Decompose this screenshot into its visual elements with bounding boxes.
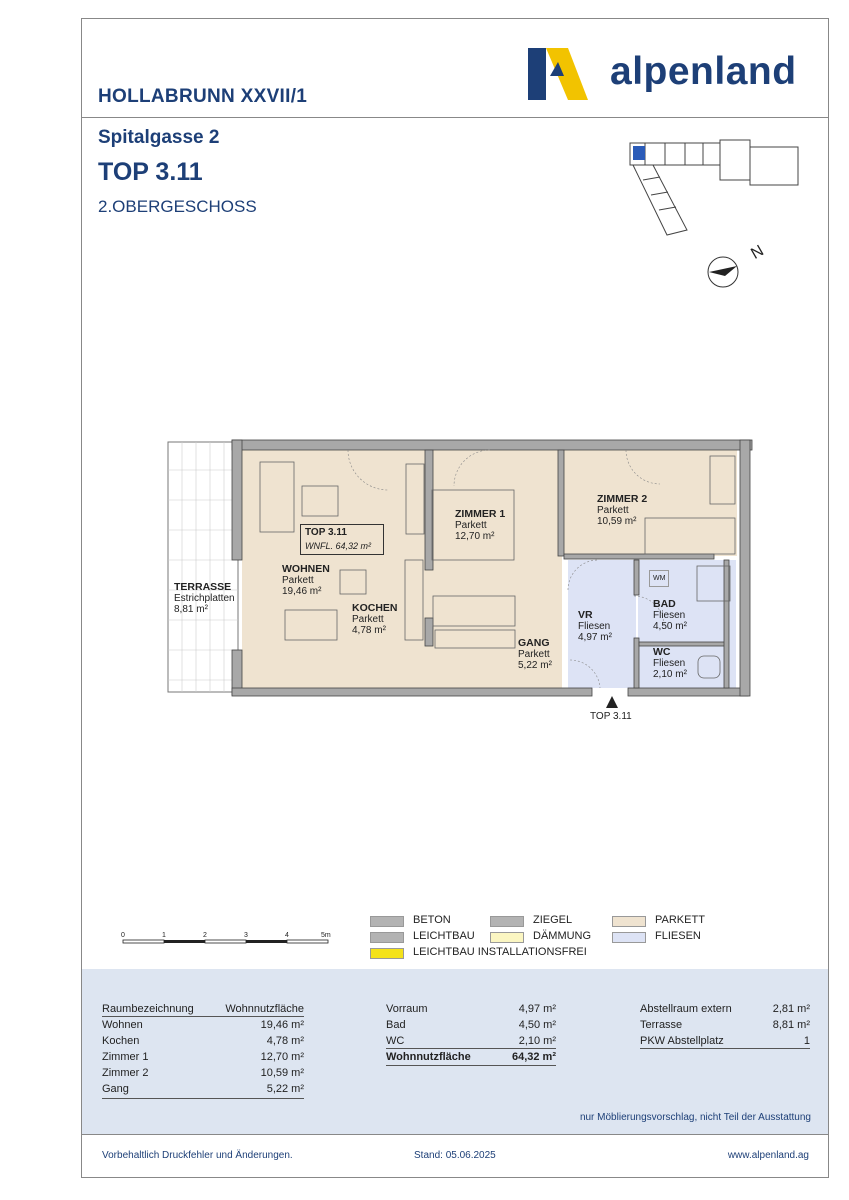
room-name: GANG (518, 637, 550, 649)
room-floor: Estrichplatten (174, 593, 235, 604)
legend-label: ZIEGEL (533, 914, 573, 926)
table-header-value: Wohnnutzfläche (225, 1003, 304, 1015)
entrance-label: TOP 3.11 (590, 711, 632, 722)
unit-box-title: TOP 3.11 (305, 527, 347, 538)
unit-box-area: WNFL. 64,32 m² (305, 541, 372, 551)
legend-swatch-fliesen (612, 932, 646, 943)
room-gang (518, 638, 552, 671)
room-floor: Parkett (282, 575, 314, 586)
table-cell-name: WC (386, 1035, 405, 1047)
room-area: 10,59 m² (597, 516, 637, 527)
scale-tick: 4 (285, 932, 289, 939)
room-area: 4,78 m² (352, 625, 386, 636)
room-area: 8,81 m² (174, 604, 208, 615)
north-label: N (748, 242, 767, 263)
room-floor: Parkett (518, 649, 550, 660)
room-bad (653, 599, 687, 632)
washing-machine-label: WM (649, 570, 669, 587)
legend-swatch-daemmung (490, 932, 524, 943)
table-cell-name: Abstellraum extern (640, 1003, 732, 1015)
footer-website-link[interactable]: www.alpenland.ag (727, 1150, 809, 1161)
legend-swatch-beton (370, 916, 404, 927)
table-cell-value: 12,70 m² (260, 1051, 304, 1063)
area-table-col3 (640, 1003, 810, 1063)
room-name: KOCHEN (352, 602, 398, 614)
legend-label: LEICHTBAU (413, 930, 475, 942)
area-table-col1 (102, 1003, 304, 1103)
scale-tick: 1 (162, 932, 166, 939)
legend-label: BETON (413, 914, 451, 926)
compass-icon (705, 254, 745, 290)
table-cell-value: 10,59 m² (260, 1067, 304, 1079)
footer-disclaimer: Vorbehaltlich Druckfehler und Änderungen. (102, 1150, 293, 1161)
floor-label: 2.OBERGESCHOSS (98, 197, 257, 216)
room-area: 2,10 m² (653, 669, 687, 680)
room-floor: Fliesen (653, 658, 686, 669)
footer-divider (81, 1134, 829, 1135)
room-name: BAD (653, 598, 676, 610)
room-vr (578, 610, 612, 643)
scale-tick: 5m (321, 932, 331, 939)
scale-tick: 3 (244, 932, 248, 939)
legend-swatch-leichtbau (370, 932, 404, 943)
table-cell-name: Bad (386, 1019, 406, 1031)
room-name: TERRASSE (174, 581, 232, 593)
key-plan (625, 135, 805, 240)
scale-tick: 2 (203, 932, 207, 939)
scale-bar (120, 938, 335, 948)
room-zimmer2 (597, 494, 647, 527)
room-area: 4,50 m² (653, 621, 687, 632)
room-area: 4,97 m² (578, 632, 612, 643)
room-floor: Parkett (352, 614, 384, 625)
room-name: WC (653, 646, 671, 658)
legend-label: FLIESEN (655, 930, 701, 942)
furniture-note: nur Möblierungsvorschlag, nicht Teil der Ausstattung (579, 1112, 811, 1123)
table-cell-value: 8,81 m² (772, 1019, 810, 1031)
table-cell-name: Wohnen (102, 1019, 143, 1031)
room-area: 12,70 m² (455, 531, 495, 542)
table-cell-name: Zimmer 1 (102, 1051, 149, 1063)
room-area: 5,22 m² (518, 660, 552, 671)
room-name: ZIMMER 2 (597, 493, 648, 505)
legend-swatch-installationsfrei (370, 948, 404, 959)
table-cell-value: 2,81 m² (772, 1003, 810, 1015)
room-floor: Fliesen (578, 621, 611, 632)
room-name: WOHNEN (282, 563, 330, 575)
room-terrasse (174, 582, 235, 615)
room-zimmer1 (455, 509, 505, 542)
legend-swatch-parkett (612, 916, 646, 927)
legend-label: PARKETT (655, 914, 705, 926)
room-wohnen (282, 564, 330, 597)
unit-area-box (300, 524, 384, 555)
table-cell-name: PKW Abstellplatz (640, 1035, 724, 1047)
table-cell-value: 1 (803, 1035, 810, 1047)
table-cell-name: Kochen (102, 1035, 140, 1047)
table-header-name: Raumbezeichnung (102, 1003, 194, 1015)
alpenland-logo-icon (528, 42, 598, 102)
room-name: VR (578, 609, 593, 621)
unit-highlight (633, 146, 645, 160)
project-title: HOLLABRUNN XXVII/1 (98, 86, 308, 107)
entrance-arrow-icon (606, 696, 618, 708)
table-total-name: Wohnnutzfläche (386, 1051, 471, 1063)
table-cell-name: Gang (102, 1083, 129, 1095)
table-cell-value: 4,50 m² (518, 1019, 556, 1031)
table-cell-value: 19,46 m² (260, 1019, 304, 1031)
footer-date: Stand: 05.06.2025 (414, 1150, 496, 1161)
room-name: ZIMMER 1 (455, 508, 506, 520)
street-address: Spitalgasse 2 (98, 127, 220, 148)
table-cell-name: Zimmer 2 (102, 1067, 149, 1079)
legend-swatch-ziegel (490, 916, 524, 927)
table-total-value: 64,32 m² (511, 1051, 556, 1063)
table-cell-value: 4,97 m² (518, 1003, 556, 1015)
room-area: 19,46 m² (282, 586, 322, 597)
room-floor: Parkett (455, 520, 487, 531)
table-cell-value: 5,22 m² (266, 1083, 304, 1095)
table-cell-value: 4,78 m² (266, 1035, 304, 1047)
area-table-col2 (386, 1003, 556, 1073)
legend-label: LEICHTBAU INSTALLATIONSFREI (413, 946, 587, 958)
room-kochen (352, 603, 398, 636)
legend-label: DÄMMUNG (533, 930, 592, 942)
table-cell-name: Vorraum (386, 1003, 428, 1015)
table-cell-name: Terrasse (640, 1019, 683, 1031)
unit-title: TOP 3.11 (98, 158, 203, 186)
room-floor: Parkett (597, 505, 629, 516)
logo-wordmark: alpenland (610, 50, 797, 93)
room-wc (653, 647, 687, 680)
room-floor: Fliesen (653, 610, 686, 621)
header-divider (81, 117, 829, 118)
scale-tick: 0 (121, 932, 125, 939)
table-cell-value: 2,10 m² (518, 1035, 556, 1047)
